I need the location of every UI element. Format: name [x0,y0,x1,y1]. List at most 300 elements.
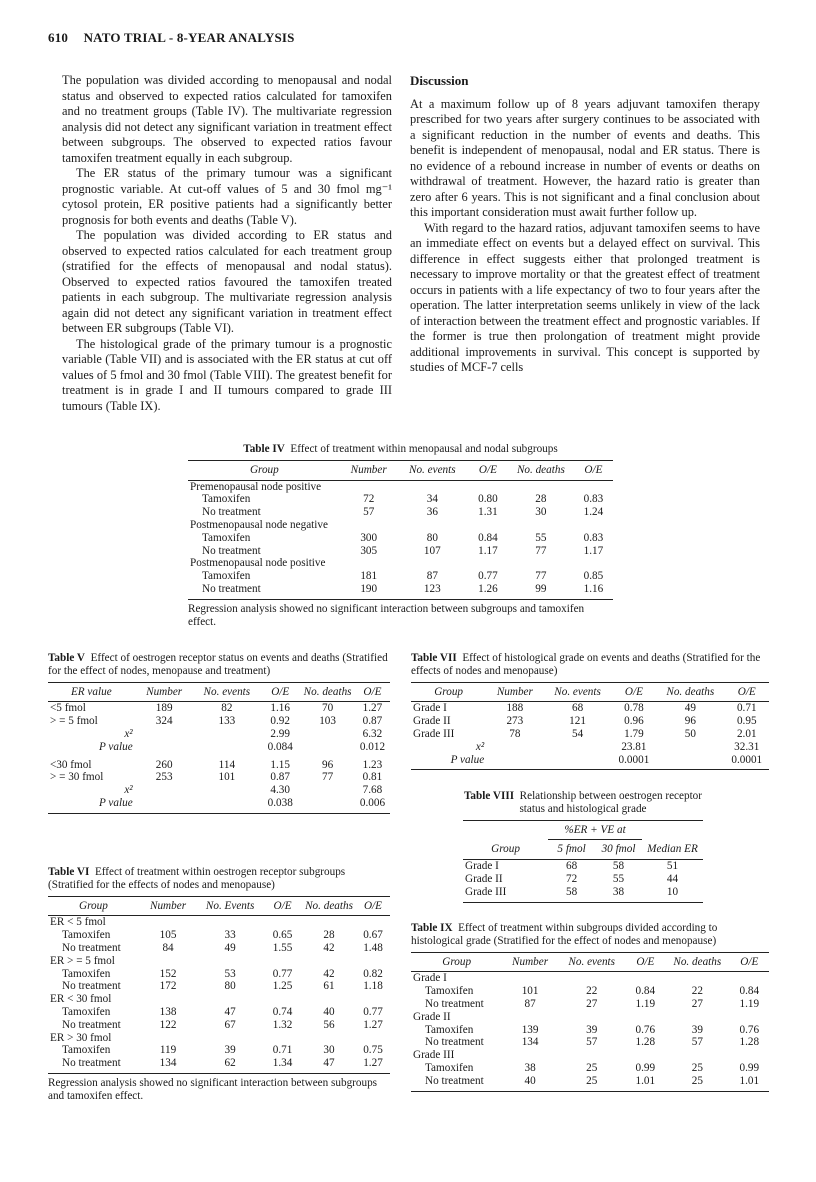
value-cell [574,557,613,570]
value-cell: 6.32 [362,727,383,740]
value-cell: 0.038 [260,797,300,813]
value-cell: 28 [535,493,547,506]
table-label: Table VI [48,866,90,878]
paragraph: The population was divided according to menopausal and nodal status and observed to expected ratios calculated for tamoxifen and no treatment groups (Table IV). The multivariate regression analysis did not detect any significant variation in treatment effect between subgroups. The observed to expected ratios favour tamoxifen treatment equally in each subgroup. [62,73,392,165]
value-cell: 0.012 [359,740,386,753]
value-cell: 101 [521,985,539,998]
value-cell: 1.17 [478,544,498,557]
value-cell: 0.67 [363,929,383,942]
header-row [463,840,703,860]
row-label-cell: Tamoxifen [202,570,251,583]
value-cell: 27 [586,997,598,1010]
table-row [48,993,390,1006]
table-row [48,1032,390,1045]
caption-text: Relationship between oestrogen receptor status and histological grade [519,790,702,815]
value-cell [502,1011,557,1024]
value-cell [468,557,508,570]
col-header: Median ER [642,840,703,860]
table-row [411,1011,769,1024]
row-label-cell: Tamoxifen [425,985,474,998]
value-cell: 49 [224,941,236,954]
paragraph: With regard to the hazard ratios, adjuvant tamoxifen seems to have an immediate effect on events but a delayed effect on survival. This difference in effect suggests either that prolonged treatment is necessary to improve mortality or that the greatest effect of treatment occurs in patients with a life expectancy of two to four years after the operation. The latter interpretation seems unlikely in view of the lack of interaction between the treatment effect and prognostic variables. If the former is true then prolongation of treatment might provide additional improvements in survival. This concept is supported by studies of MCF-7 cells [410,220,760,374]
value-cell: 61 [323,980,335,993]
header-row [188,460,613,480]
table-caption [411,652,769,678]
value-cell: 0.92 [270,715,290,728]
value-cell: 33 [224,929,236,942]
row-label-cell: Tamoxifen [62,929,111,942]
value-cell: 1.48 [363,941,383,954]
value-cell [730,972,769,985]
table-row [48,741,390,754]
value-cell: 55 [535,531,547,544]
row-label-cell: <30 fmol [50,758,92,771]
value-cell: 56 [323,1018,335,1031]
value-cell: 96 [684,715,696,728]
table-caption [188,443,613,456]
value-cell: 25 [558,1075,626,1091]
table-row [48,728,390,741]
col-header: 5 fmol [548,840,595,860]
value-cell: 139 [521,1023,539,1036]
paragraph: At a maximum follow up of 8 years adjuvant tamoxifen therapy prescribed for two years after surgery continues to be associated with a significant reduction in the number of events and deaths. This benefit is independent of menopausal, nodal and ER status. There is no evidence of a rebound increase in number of events or deaths on withdrawal of treatment. However, the hazard ratio is greater than zero after 6 years. This is not significant and a final conclusion about this important consideration must await further follow up. [410,96,760,219]
row-label-cell: ER > = 5 fmol [50,954,115,967]
value-cell: 80 [426,531,438,544]
row-label-cell: P value [99,740,133,753]
table-caption [48,866,390,892]
value-cell [730,1011,769,1024]
value-cell: 0.96 [624,715,644,728]
table-row [188,480,613,493]
value-cell: 96 [322,758,334,771]
value-cell [468,519,508,532]
table-row [188,506,613,519]
data-table [463,820,703,903]
value-cell: 28 [323,929,335,942]
value-cell [139,955,197,968]
col-header: O/E [263,896,302,916]
value-cell: 39 [691,1023,703,1036]
value-cell [356,993,390,1006]
value-cell [502,972,557,985]
data-table [48,682,390,814]
value-cell: 1.01 [626,1075,665,1091]
value-cell: 0.084 [267,740,293,753]
value-cell [197,955,263,968]
value-cell [139,1032,197,1045]
value-cell [508,557,574,570]
table-body [188,480,613,599]
col-header: No. events [543,682,611,702]
value-cell: 190 [341,583,397,599]
row-label-cell: Tamoxifen [62,1044,111,1057]
value-cell [558,1011,626,1024]
value-cell: 38 [524,1061,536,1074]
row-label-cell: <5 fmol [50,702,86,715]
caption-text: Effect of histological grade on events and deaths (Stratified for the effects of nodes and menopause) [411,652,761,677]
value-cell: 1.16 [574,583,613,599]
table-row [48,1006,390,1019]
table-body [411,972,769,1091]
table-row [463,873,703,886]
col-header: No. deaths [300,682,355,702]
header-row [48,896,390,916]
col-header: No. events [397,460,468,480]
page-number: 610 [48,30,69,45]
value-cell: 107 [423,544,441,557]
value-cell: 2.99 [270,727,290,740]
paragraph: The population was divided according to ER status and observed to expected ratios calculated for each treatment group (stratified for the effects of menopausal and nodal status). Observed to expected ratios favoured the tamoxifen treated patients in each subgroup. The multivariate regression analysis again did not detect any significant variation in treatment effect between ER subgroups (Table VI). [62,228,392,335]
col-header: No. deaths [302,896,356,916]
value-cell [263,916,302,929]
table-label: Table VIII [463,790,515,802]
value-cell [302,916,356,929]
col-header: O/E [356,896,390,916]
value-cell [341,557,397,570]
value-cell: 25 [691,1061,703,1074]
value-cell: 1.28 [739,1036,760,1049]
value-cell [135,797,194,813]
table-row [188,583,613,599]
table-vi [48,866,390,1103]
row-label-cell: No treatment [188,583,341,599]
row-label-cell: Tamoxifen [425,1023,474,1036]
value-cell: 0.77 [363,1005,383,1018]
value-cell: 0.82 [363,967,383,980]
col-header: No. events [194,682,260,702]
value-cell [397,557,468,570]
col-header: Number [502,952,557,972]
value-cell: 1.31 [478,506,498,519]
span-header: %ER + VE at [548,820,642,840]
value-cell: 53 [224,967,236,980]
table-row [48,980,390,993]
value-cell: 72 [363,493,375,506]
value-cell [194,784,260,797]
row-label-cell: Grade II [413,715,451,728]
table-row [48,1019,390,1032]
value-cell: 27 [691,997,703,1010]
value-cell: 1.79 [624,727,644,740]
value-cell: 0.0001 [725,754,770,770]
value-cell [543,754,611,770]
table-row [411,998,769,1011]
value-cell [574,519,613,532]
value-cell: 0.85 [583,570,604,583]
value-cell: 38 [595,886,642,902]
value-cell [397,480,468,493]
value-cell: 62 [197,1057,263,1073]
value-cell: 0.0001 [612,754,656,770]
value-cell: 44 [666,872,679,885]
value-cell: 1.19 [635,997,656,1010]
table-row [48,715,390,728]
value-cell [656,741,724,754]
header-row [411,952,769,972]
col-header: No. events [558,952,626,972]
value-cell: 305 [360,544,378,557]
table-row [188,545,613,558]
value-cell: 114 [218,758,236,771]
table-row [411,741,769,754]
value-cell [656,754,724,770]
table-row [188,493,613,506]
value-cell: 122 [159,1018,177,1031]
value-cell: 0.99 [739,1061,760,1074]
col-header: Group [411,682,486,702]
value-cell: 34 [426,493,438,506]
table-label: Table V [48,652,85,664]
row-label-cell: Postmenopausal node positive [190,557,326,570]
section-title: Discussion [410,73,469,88]
col-header: Number [341,460,397,480]
value-cell: 57 [363,506,375,519]
value-cell [302,955,356,968]
value-cell: 32.31 [734,740,760,753]
table-body [48,702,390,813]
row-label-cell: > = 30 fmol [50,771,104,784]
value-cell: 57 [691,1036,703,1049]
value-cell: 10 [642,886,703,902]
row-label-cell: Grade I [413,972,447,985]
value-cell: 58 [612,860,625,873]
value-cell: 273 [506,715,524,728]
value-cell [135,728,194,741]
value-cell: 77 [535,544,547,557]
table-note: Regression analysis showed no significant interaction between subgroups and tamoxifen effect. [48,1076,378,1102]
value-cell [197,1032,263,1045]
table-vii [411,652,769,770]
value-cell: 23.81 [621,740,647,753]
value-cell: 0.71 [272,1044,293,1057]
col-header: O/E [725,682,770,702]
header-row [48,682,390,702]
value-cell: 0.77 [272,967,293,980]
value-cell: 0.80 [478,493,498,506]
value-cell [626,972,665,985]
table-row [48,797,390,813]
row-label-cell: Grade III [463,886,548,902]
row-label-cell: P value [411,754,486,770]
value-cell: 39 [224,1044,236,1057]
value-cell: 0.81 [362,771,383,784]
value-cell [341,480,397,493]
table-row [411,1049,769,1062]
table-row [463,886,703,902]
value-cell: 133 [218,715,236,728]
value-cell: 40 [502,1075,557,1091]
value-cell [139,916,197,929]
col-header: O/E [260,682,300,702]
value-cell [263,993,302,1006]
row-label-cell: Grade I [413,702,447,715]
table-ix [411,922,769,1092]
value-cell: 1.16 [270,702,290,715]
table-viii [463,790,703,903]
value-cell: 0.83 [583,493,604,506]
row-label-cell: No treatment [62,980,121,993]
value-cell: 0.65 [272,929,293,942]
table-row [48,754,390,772]
value-cell: 84 [162,941,174,954]
value-cell: 22 [691,985,703,998]
running-header [48,30,295,46]
value-cell: 0.78 [624,702,644,715]
table-row [188,532,613,545]
value-cell: 36 [426,506,438,519]
value-cell: 80 [224,980,236,993]
value-cell: 0.76 [739,1023,760,1036]
value-cell: 1.19 [739,997,760,1010]
table-row [48,1057,390,1073]
value-cell: 39 [586,1023,598,1036]
data-table [48,896,390,1074]
caption-text: Effect of treatment within subgroups divided according to histological grade (Stratified for the effect of nodes and menopause) [411,922,718,947]
row-label-cell: x² [475,740,485,753]
table-row [48,968,390,981]
value-cell [135,741,194,754]
table-row [411,728,769,741]
value-cell: 87 [426,570,438,583]
row-label-cell: Grade III [413,727,455,740]
value-cell [194,797,260,813]
value-cell [486,754,543,770]
col-header: Group [48,896,139,916]
data-table [411,952,769,1092]
value-cell: 78 [509,727,521,740]
value-cell [194,728,260,741]
value-cell [356,916,390,929]
value-cell: 58 [548,886,595,902]
table-row [411,754,769,770]
row-label-cell: Tamoxifen [202,531,251,544]
value-cell: 1.18 [363,980,383,993]
caption-text: Effect of treatment within menopausal and nodal subgroups [290,443,558,455]
value-cell: 1.32 [272,1018,293,1031]
table-body [463,860,703,902]
col-header: O/E [355,682,390,702]
table-row [188,519,613,532]
table-label: Table VII [411,652,457,664]
value-cell: 67 [224,1018,236,1031]
col-header: Group [188,460,341,480]
value-cell [135,784,194,797]
value-cell [468,480,508,493]
value-cell: 0.95 [736,715,757,728]
value-cell: 1.27 [363,1018,383,1031]
value-cell [665,1049,730,1062]
table-caption [48,652,390,678]
table-caption [463,790,703,816]
value-cell [197,916,263,929]
value-cell [508,519,574,532]
row-label-cell: No treatment [202,506,261,519]
value-cell: 87 [524,997,536,1010]
table-row [411,1024,769,1037]
row-label-cell: Tamoxifen [425,1061,474,1074]
value-cell [558,972,626,985]
col-header: O/E [730,952,769,972]
table-row [411,1075,769,1091]
value-cell: 99 [508,583,574,599]
row-label-cell: Grade III [413,1049,455,1062]
value-cell: 68 [571,702,584,715]
header-row [411,682,769,702]
value-cell: 25 [665,1075,730,1091]
col-header: No. deaths [665,952,730,972]
value-cell: 188 [506,702,524,715]
value-cell [302,993,356,1006]
table-row [411,985,769,998]
value-cell [543,741,611,754]
caption-text: Effect of treatment within oestrogen receptor subgroups (Stratified for the effects of nodes and menopause) [48,866,346,891]
row-label-cell: ER < 5 fmol [50,916,106,929]
value-cell: 54 [571,727,584,740]
value-cell: 1.17 [583,544,604,557]
value-cell [508,480,574,493]
row-label-cell: Postmenopausal node negative [190,518,328,531]
table-row [48,942,390,955]
value-cell: 103 [319,715,336,728]
table-row [411,1062,769,1075]
col-header: Number [486,682,543,702]
header-row [463,820,703,840]
table-row [48,771,390,784]
table-body [48,916,390,1074]
value-cell: 134 [139,1057,197,1073]
value-cell [341,519,397,532]
value-cell: 7.68 [362,784,383,797]
value-cell [139,993,197,1006]
table-body [411,702,769,770]
col-header-blank [463,820,548,840]
value-cell [194,741,260,754]
table-label: Table IV [243,443,285,455]
row-label-cell: No treatment [411,1075,502,1091]
table-row [411,715,769,728]
value-cell [300,784,355,797]
value-cell: 101 [218,771,236,784]
value-cell: 0.84 [478,531,498,544]
col-header: No. Events [197,896,263,916]
row-label-cell: > = 5 fmol [50,715,98,728]
left-column-text [62,73,392,414]
col-header: O/E [626,952,665,972]
value-cell [502,1049,557,1062]
value-cell: 1.27 [356,1057,390,1073]
col-header: Number [139,896,197,916]
value-cell: 30 [323,1044,335,1057]
table-row [188,570,613,583]
value-cell: 181 [360,570,378,583]
table-row [188,557,613,570]
value-cell: 1.55 [272,941,293,954]
table-row [463,860,703,873]
value-cell: 49 [684,702,696,715]
table-label: Table IX [411,922,453,934]
value-cell [356,955,390,968]
value-cell [263,955,302,968]
value-cell: 47 [302,1057,356,1073]
value-cell: 22 [586,985,598,998]
running-title: NATO TRIAL - 8-YEAR ANALYSIS [83,30,295,45]
row-label-cell: ER < 30 fmol [50,993,112,1006]
table-row [48,702,390,715]
value-cell [626,1049,665,1062]
table-row [48,916,390,929]
value-cell [300,741,355,754]
value-cell [626,1011,665,1024]
